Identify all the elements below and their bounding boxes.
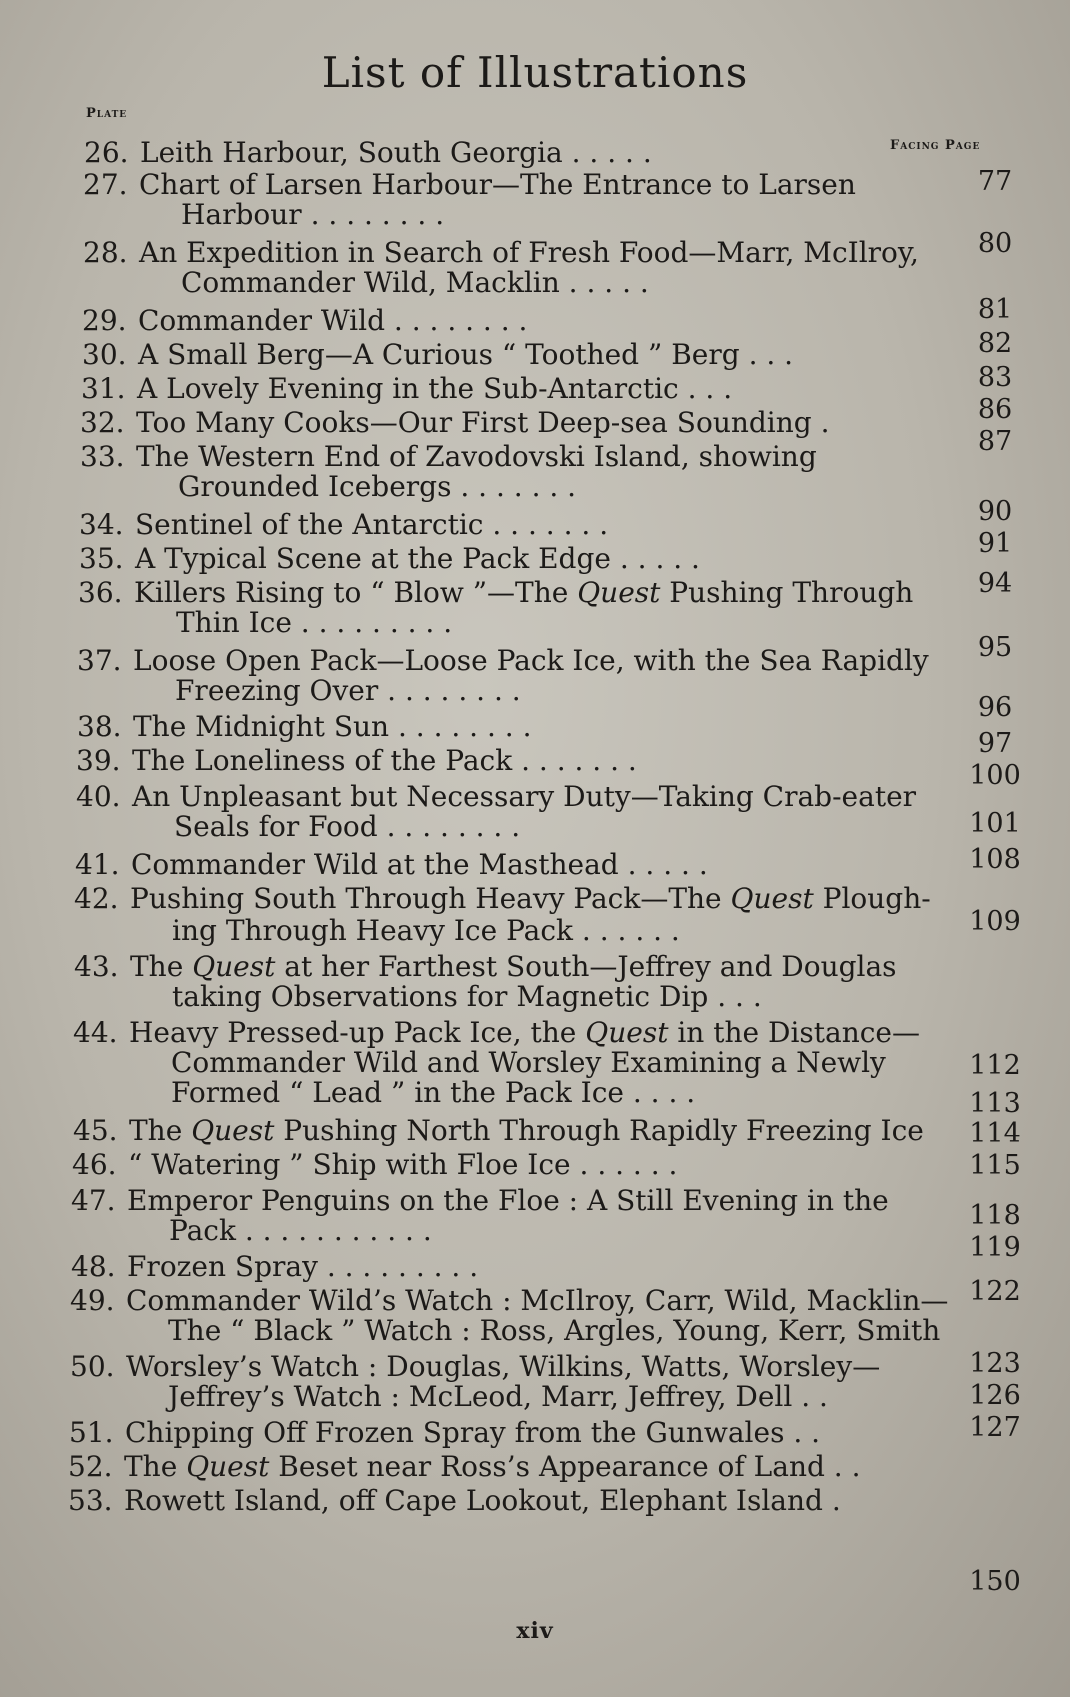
facing-page-number: 126	[969, 1380, 1021, 1411]
facing-page-number: 118	[969, 1200, 1021, 1231]
facing-page-number: 114	[969, 1118, 1021, 1149]
facing-page-number: 100	[969, 760, 1021, 791]
facing-page-number: 91	[977, 528, 1013, 559]
caption-line: Chipping Off Frozen Spray from the Gunwales . .	[125, 1416, 821, 1449]
facing-page-number: 123	[969, 1348, 1021, 1379]
facing-page-number: 90	[977, 496, 1013, 527]
facing-page-number: 96	[977, 692, 1013, 723]
caption-line: The Quest Beset near Ross’s Appearance of Land . .	[124, 1450, 861, 1483]
plate-number: 49.	[70, 1284, 115, 1317]
plate-number: 29.	[82, 304, 127, 337]
plate-number: 30.	[82, 338, 127, 371]
facing-page-number: 109	[969, 906, 1021, 937]
caption-line: The Quest Pushing North Through Rapidly Freezing Ice	[129, 1114, 924, 1147]
plate-column-header: Plate	[86, 106, 128, 121]
caption-line: Commander Wild’s Watch : McIlroy, Carr, Wild, Macklin—	[126, 1284, 949, 1317]
caption-line: Freezing Over . . . . . . . .	[175, 674, 521, 707]
plate-number: 53.	[68, 1484, 113, 1517]
plate-number: 32.	[80, 406, 125, 439]
caption-line: taking Observations for Magnetic Dip . . .	[172, 980, 762, 1013]
facing-page-number: 108	[969, 844, 1021, 875]
caption-line: The Western End of Zavodovski Island, showing	[136, 440, 817, 473]
facing-page-number: 97	[977, 728, 1013, 759]
plate-number: 35.	[79, 542, 124, 575]
caption-line: A Lovely Evening in the Sub-Antarctic . . .	[137, 372, 733, 405]
caption-line: The Quest at her Farthest South—Jeffrey and Douglas	[130, 950, 897, 983]
caption-line: The “ Black ” Watch : Ross, Argles, Young, Kerr, Smith	[168, 1314, 941, 1347]
caption-line: The Loneliness of the Pack . . . . . . .	[132, 744, 637, 777]
caption-line: Grounded Icebergs . . . . . . .	[178, 470, 577, 503]
caption-line: Rowett Island, off Cape Lookout, Elephant Island .	[124, 1484, 841, 1517]
facing-page-number: 150	[969, 1566, 1021, 1597]
facing-page-number: 127	[969, 1412, 1021, 1443]
facing-page-number: 82	[977, 328, 1013, 359]
plate-number: 48.	[71, 1250, 116, 1283]
caption-line: Sentinel of the Antarctic . . . . . . .	[135, 508, 609, 541]
caption-line: Pack . . . . . . . . . . .	[169, 1214, 432, 1247]
plate-number: 43.	[74, 950, 119, 983]
caption-line: Loose Open Pack—Loose Pack Ice, with the Sea Rapidly	[133, 644, 929, 677]
plate-number: 37.	[77, 644, 122, 677]
facing-page-number: 94	[977, 568, 1013, 599]
plate-number: 52.	[68, 1450, 113, 1483]
caption-line: Too Many Cooks—Our First Deep-sea Sounding .	[136, 406, 830, 439]
facing-page-number: 101	[969, 808, 1021, 839]
caption-line: Commander Wild at the Masthead . . . . .	[131, 848, 708, 881]
facing-page-column-header: Facing Page	[890, 138, 981, 153]
caption-line: “ Watering ” Ship with Floe Ice . . . . . .	[128, 1148, 678, 1181]
facing-page-number: 112	[969, 1050, 1021, 1081]
caption-line: Frozen Spray . . . . . . . . .	[127, 1250, 479, 1283]
plate-number: 28.	[83, 236, 128, 269]
plate-number: 45.	[73, 1114, 118, 1147]
caption-line: Pushing South Through Heavy Pack—The Quest Plough-	[130, 882, 931, 915]
facing-page-number: 115	[969, 1150, 1021, 1181]
caption-line: Formed “ Lead ” in the Pack Ice . . . .	[171, 1076, 696, 1109]
caption-line: The Midnight Sun . . . . . . . .	[133, 710, 532, 743]
caption-line: An Unpleasant but Necessary Duty—Taking Crab-eater	[132, 780, 917, 813]
facing-page-number: 81	[977, 294, 1013, 325]
plate-number: 39.	[76, 744, 121, 777]
plate-number: 44.	[73, 1016, 118, 1049]
caption-line: Worsley’s Watch : Douglas, Wilkins, Watts, Worsley—	[126, 1350, 881, 1383]
plate-number: 31.	[81, 372, 126, 405]
caption-line: Leith Harbour, South Georgia . . . . .	[140, 136, 652, 169]
caption-line: Emperor Penguins on the Floe : A Still Evening in the	[127, 1184, 889, 1217]
caption-line: An Expedition in Search of Fresh Food—Marr, McIlroy,	[139, 236, 919, 269]
plate-number: 50.	[70, 1350, 115, 1383]
caption-line: A Typical Scene at the Pack Edge . . . . .	[135, 542, 700, 575]
facing-page-number: 119	[969, 1232, 1021, 1263]
page-number-footer: xiv	[516, 1618, 554, 1644]
facing-page-number: 95	[977, 632, 1013, 663]
plate-number: 33.	[80, 440, 125, 473]
facing-page-number: 80	[977, 228, 1013, 259]
plate-number: 51.	[69, 1416, 114, 1449]
caption-line: Heavy Pressed-up Pack Ice, the Quest in the Distance—	[129, 1016, 921, 1049]
caption-line: Commander Wild, Macklin . . . . .	[181, 266, 649, 299]
plate-number: 27.	[83, 168, 128, 201]
facing-page-number: 83	[977, 362, 1013, 393]
facing-page-number: 77	[977, 166, 1013, 197]
caption-line: Commander Wild and Worsley Examining a Newly	[171, 1046, 886, 1079]
caption-line: Thin Ice . . . . . . . . .	[176, 606, 453, 639]
plate-number: 38.	[77, 710, 122, 743]
caption-line: Harbour . . . . . . . .	[181, 198, 445, 231]
caption-line: Chart of Larsen Harbour—The Entrance to Larsen	[139, 168, 856, 201]
caption-line: A Small Berg—A Curious “ Toothed ” Berg . . .	[138, 338, 794, 371]
plate-number: 36.	[78, 576, 123, 609]
caption-line: Seals for Food . . . . . . . .	[174, 810, 521, 843]
plate-number: 42.	[74, 882, 119, 915]
plate-number: 47.	[71, 1184, 116, 1217]
plate-number: 40.	[76, 780, 121, 813]
plate-number: 26.	[84, 136, 129, 169]
facing-page-number: 87	[977, 426, 1013, 457]
caption-line: Jeffrey’s Watch : McLeod, Marr, Jeffrey, Dell . .	[168, 1380, 828, 1413]
caption-line: Killers Rising to “ Blow ”—The Quest Pushing Through	[134, 576, 914, 609]
facing-page-number: 122	[969, 1276, 1021, 1307]
facing-page-number: 113	[969, 1088, 1021, 1119]
caption-line: ing Through Heavy Ice Pack . . . . . .	[172, 914, 680, 947]
caption-line: Commander Wild . . . . . . . .	[138, 304, 528, 337]
page-title: List of Illustrations	[321, 48, 749, 97]
plate-number: 46.	[72, 1148, 117, 1181]
plate-number: 34.	[79, 508, 124, 541]
facing-page-number: 86	[977, 394, 1013, 425]
plate-number: 41.	[75, 848, 120, 881]
